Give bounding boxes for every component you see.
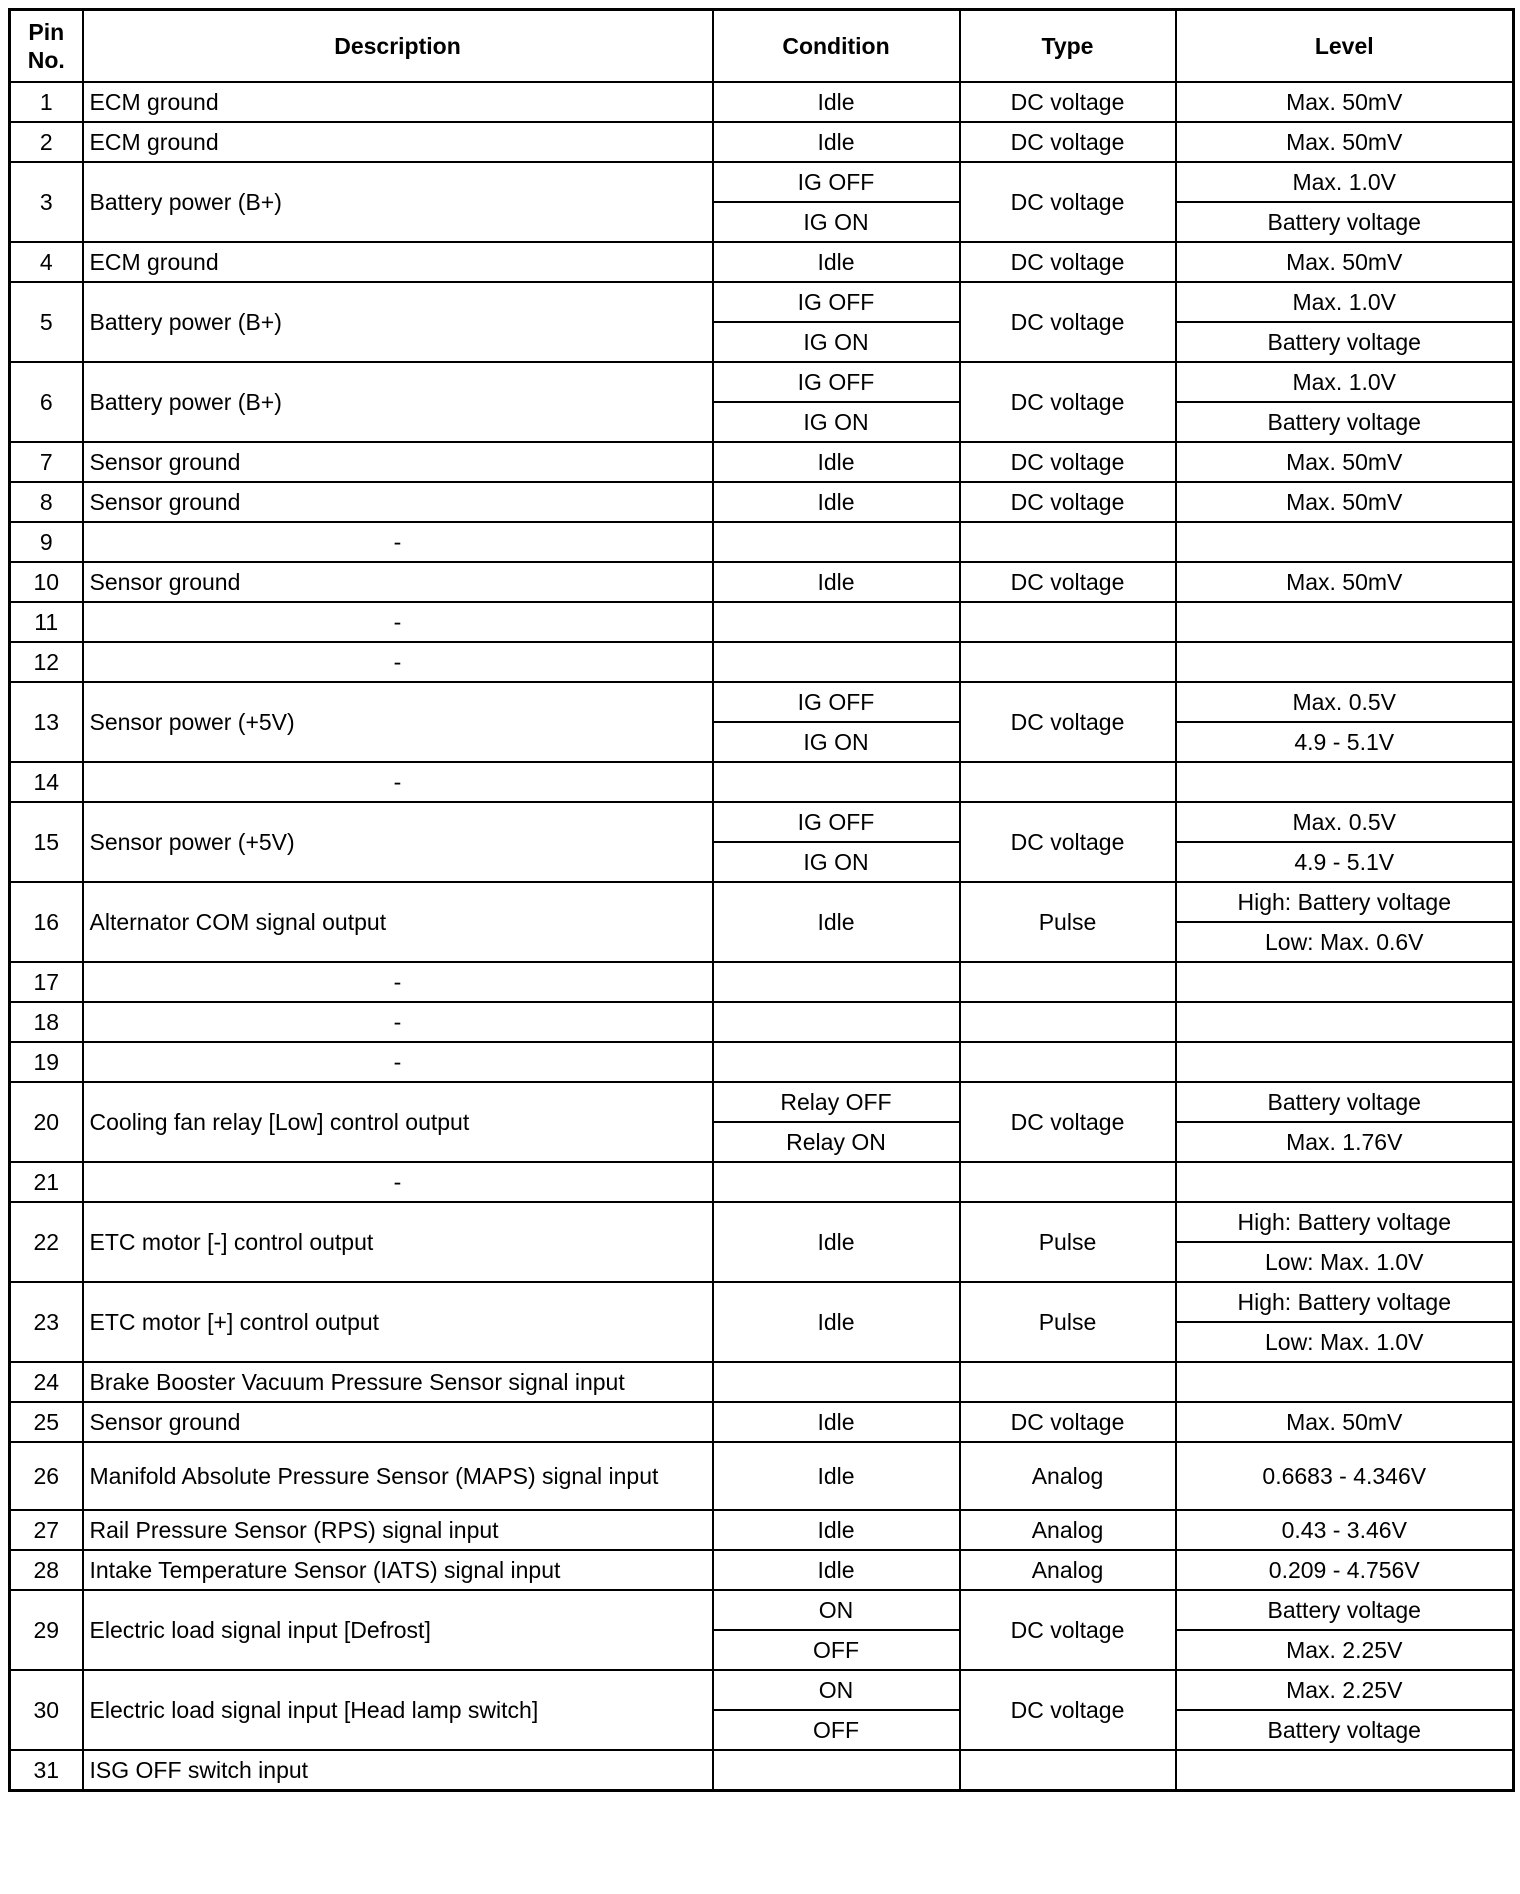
header-pin xyxy=(10,10,83,83)
level-cell: 0.209 - 4.756V xyxy=(1176,1550,1514,1590)
level-cell xyxy=(1176,1162,1514,1202)
level-cell xyxy=(1176,602,1514,642)
description-cell: ECM ground xyxy=(83,242,713,282)
type-cell xyxy=(960,1750,1176,1791)
level-cell xyxy=(1176,762,1514,802)
level-cell xyxy=(1176,962,1514,1002)
type-cell: DC voltage xyxy=(960,682,1176,762)
description-cell: Electric load signal input [Defrost] xyxy=(83,1590,713,1670)
level-cell: Max. 1.0V xyxy=(1176,282,1514,322)
condition-cell: Idle xyxy=(713,82,960,122)
level-cell: Battery voltage xyxy=(1176,202,1514,242)
level-cell xyxy=(1176,1002,1514,1042)
pin-cell: 12 xyxy=(10,642,83,682)
level-cell: Battery voltage xyxy=(1176,1590,1514,1630)
condition-cell: OFF xyxy=(713,1630,960,1670)
condition-cell: Idle xyxy=(713,242,960,282)
table-row xyxy=(10,882,1514,922)
description-cell: ETC motor [+] control output xyxy=(83,1282,713,1362)
table-body xyxy=(10,82,1514,1791)
condition-cell: Idle xyxy=(713,1282,960,1362)
level-cell: Max. 2.25V xyxy=(1176,1670,1514,1710)
description-cell: Electric load signal input [Head lamp switch] xyxy=(83,1670,713,1750)
condition-cell: Idle xyxy=(713,442,960,482)
table-row xyxy=(10,1750,1514,1791)
pin-cell: 19 xyxy=(10,1042,83,1082)
description-cell: ISG OFF switch input xyxy=(83,1750,713,1791)
header-condition: Condition xyxy=(713,10,960,83)
description-cell: - xyxy=(83,1042,713,1082)
pin-cell: 17 xyxy=(10,962,83,1002)
condition-cell xyxy=(713,762,960,802)
type-cell: Pulse xyxy=(960,1202,1176,1282)
pin-cell: 16 xyxy=(10,882,83,962)
type-cell: DC voltage xyxy=(960,802,1176,882)
level-cell: High: Battery voltage xyxy=(1176,882,1514,922)
type-cell: DC voltage xyxy=(960,162,1176,242)
condition-cell xyxy=(713,602,960,642)
table-row xyxy=(10,1202,1514,1242)
level-cell: Max. 50mV xyxy=(1176,122,1514,162)
pin-cell: 13 xyxy=(10,682,83,762)
pin-cell: 28 xyxy=(10,1550,83,1590)
table-row xyxy=(10,442,1514,482)
level-cell: Max. 50mV xyxy=(1176,82,1514,122)
pin-cell: 20 xyxy=(10,1082,83,1162)
pin-cell: 4 xyxy=(10,242,83,282)
condition-cell: IG ON xyxy=(713,722,960,762)
table-row xyxy=(10,162,1514,202)
level-cell: Max. 1.0V xyxy=(1176,162,1514,202)
table-row xyxy=(10,1162,1514,1202)
description-cell: - xyxy=(83,1162,713,1202)
pin-cell: 24 xyxy=(10,1362,83,1402)
pin-cell: 23 xyxy=(10,1282,83,1362)
table-row xyxy=(10,522,1514,562)
condition-cell xyxy=(713,642,960,682)
condition-cell xyxy=(713,962,960,1002)
type-cell xyxy=(960,962,1176,1002)
level-cell: 0.6683 - 4.346V xyxy=(1176,1442,1514,1510)
level-cell: Max. 0.5V xyxy=(1176,802,1514,842)
condition-cell: IG ON xyxy=(713,202,960,242)
condition-cell: ON xyxy=(713,1590,960,1630)
level-cell: Max. 2.25V xyxy=(1176,1630,1514,1670)
level-cell xyxy=(1176,642,1514,682)
table-row xyxy=(10,1550,1514,1590)
description-cell: Battery power (B+) xyxy=(83,362,713,442)
type-cell: DC voltage xyxy=(960,1082,1176,1162)
level-cell: Battery voltage xyxy=(1176,322,1514,362)
type-cell xyxy=(960,1042,1176,1082)
pin-cell: 22 xyxy=(10,1202,83,1282)
type-cell xyxy=(960,1002,1176,1042)
pin-cell: 31 xyxy=(10,1750,83,1791)
type-cell xyxy=(960,522,1176,562)
table-row xyxy=(10,242,1514,282)
table-row xyxy=(10,1402,1514,1442)
type-cell xyxy=(960,602,1176,642)
pin-cell: 7 xyxy=(10,442,83,482)
pin-cell: 2 xyxy=(10,122,83,162)
type-cell: DC voltage xyxy=(960,362,1176,442)
table-row xyxy=(10,362,1514,402)
pin-cell: 10 xyxy=(10,562,83,602)
pin-cell: 5 xyxy=(10,282,83,362)
pin-cell: 9 xyxy=(10,522,83,562)
condition-cell xyxy=(713,1042,960,1082)
type-cell: Pulse xyxy=(960,882,1176,962)
type-cell: DC voltage xyxy=(960,282,1176,362)
condition-cell: Idle xyxy=(713,562,960,602)
table-row xyxy=(10,1510,1514,1550)
level-cell: Low: Max. 1.0V xyxy=(1176,1322,1514,1362)
description-cell: Cooling fan relay [Low] control output xyxy=(83,1082,713,1162)
pin-cell: 3 xyxy=(10,162,83,242)
table-row xyxy=(10,962,1514,1002)
table-row xyxy=(10,1282,1514,1322)
type-cell: Pulse xyxy=(960,1282,1176,1362)
table-row xyxy=(10,282,1514,322)
table-row xyxy=(10,482,1514,522)
level-cell: Battery voltage xyxy=(1176,1710,1514,1750)
pin-cell: 30 xyxy=(10,1670,83,1750)
level-cell xyxy=(1176,1042,1514,1082)
pin-cell: 29 xyxy=(10,1590,83,1670)
level-cell: Max. 50mV xyxy=(1176,562,1514,602)
level-cell: Low: Max. 1.0V xyxy=(1176,1242,1514,1282)
description-cell: - xyxy=(83,1002,713,1042)
type-cell: DC voltage xyxy=(960,242,1176,282)
description-cell: - xyxy=(83,602,713,642)
condition-cell: Idle xyxy=(713,1202,960,1282)
type-cell: DC voltage xyxy=(960,442,1176,482)
condition-cell xyxy=(713,522,960,562)
level-cell: Battery voltage xyxy=(1176,1082,1514,1122)
description-cell: Alternator COM signal output xyxy=(83,882,713,962)
pin-cell: 15 xyxy=(10,802,83,882)
description-cell: Rail Pressure Sensor (RPS) signal input xyxy=(83,1510,713,1550)
table-row xyxy=(10,1670,1514,1710)
table-row xyxy=(10,762,1514,802)
level-cell: Low: Max. 0.6V xyxy=(1176,922,1514,962)
condition-cell xyxy=(713,1162,960,1202)
level-cell: Battery voltage xyxy=(1176,402,1514,442)
level-cell: High: Battery voltage xyxy=(1176,1202,1514,1242)
condition-cell xyxy=(713,1362,960,1402)
pin-cell: 6 xyxy=(10,362,83,442)
type-cell: DC voltage xyxy=(960,122,1176,162)
condition-cell: IG OFF xyxy=(713,162,960,202)
level-cell xyxy=(1176,522,1514,562)
level-cell: 4.9 - 5.1V xyxy=(1176,722,1514,762)
type-cell: DC voltage xyxy=(960,562,1176,602)
condition-cell: IG OFF xyxy=(713,682,960,722)
description-cell: - xyxy=(83,762,713,802)
level-cell: Max. 50mV xyxy=(1176,482,1514,522)
description-cell: ETC motor [-] control output xyxy=(83,1202,713,1282)
description-cell: Sensor ground xyxy=(83,482,713,522)
pin-cell: 8 xyxy=(10,482,83,522)
pin-cell: 27 xyxy=(10,1510,83,1550)
pin-cell: 25 xyxy=(10,1402,83,1442)
description-cell: - xyxy=(83,642,713,682)
condition-cell: IG ON xyxy=(713,402,960,442)
description-cell: Sensor ground xyxy=(83,1402,713,1442)
description-cell: - xyxy=(83,522,713,562)
level-cell: Max. 50mV xyxy=(1176,442,1514,482)
table-row xyxy=(10,682,1514,722)
description-cell: Sensor power (+5V) xyxy=(83,802,713,882)
type-cell: DC voltage xyxy=(960,1402,1176,1442)
condition-cell xyxy=(713,1002,960,1042)
condition-cell: Relay ON xyxy=(713,1122,960,1162)
table-row xyxy=(10,562,1514,602)
pin-cell: 21 xyxy=(10,1162,83,1202)
condition-cell: IG ON xyxy=(713,322,960,362)
description-cell: - xyxy=(83,962,713,1002)
pin-cell: 1 xyxy=(10,82,83,122)
pin-cell: 11 xyxy=(10,602,83,642)
type-cell: Analog xyxy=(960,1550,1176,1590)
table-row xyxy=(10,122,1514,162)
table-row xyxy=(10,1082,1514,1122)
pin-cell: 26 xyxy=(10,1442,83,1510)
header-pin-label: Pin No. xyxy=(27,19,65,73)
condition-cell: Idle xyxy=(713,122,960,162)
condition-cell xyxy=(713,1750,960,1791)
condition-cell: OFF xyxy=(713,1710,960,1750)
condition-cell: Idle xyxy=(713,1510,960,1550)
table-row xyxy=(10,802,1514,842)
table-row xyxy=(10,1002,1514,1042)
condition-cell: IG OFF xyxy=(713,362,960,402)
description-cell: Sensor power (+5V) xyxy=(83,682,713,762)
type-cell: DC voltage xyxy=(960,1590,1176,1670)
type-cell xyxy=(960,642,1176,682)
type-cell xyxy=(960,1162,1176,1202)
condition-cell: IG OFF xyxy=(713,802,960,842)
header-level: Level xyxy=(1176,10,1514,83)
table-row xyxy=(10,1442,1514,1510)
header-description: Description xyxy=(83,10,713,83)
level-cell: Max. 50mV xyxy=(1176,1402,1514,1442)
table-row xyxy=(10,602,1514,642)
condition-cell: Idle xyxy=(713,1550,960,1590)
type-cell: Analog xyxy=(960,1510,1176,1550)
condition-cell: IG OFF xyxy=(713,282,960,322)
level-cell: High: Battery voltage xyxy=(1176,1282,1514,1322)
table-row xyxy=(10,1042,1514,1082)
level-cell xyxy=(1176,1750,1514,1791)
description-cell: Sensor ground xyxy=(83,562,713,602)
description-cell: Battery power (B+) xyxy=(83,162,713,242)
table-row xyxy=(10,642,1514,682)
condition-cell: Idle xyxy=(713,482,960,522)
level-cell: Max. 0.5V xyxy=(1176,682,1514,722)
header-type: Type xyxy=(960,10,1176,83)
condition-cell: Relay OFF xyxy=(713,1082,960,1122)
table-row xyxy=(10,82,1514,122)
level-cell: 0.43 - 3.46V xyxy=(1176,1510,1514,1550)
description-cell: Manifold Absolute Pressure Sensor (MAPS) signal input xyxy=(83,1442,713,1510)
type-cell: DC voltage xyxy=(960,482,1176,522)
level-cell: Max. 1.76V xyxy=(1176,1122,1514,1162)
type-cell xyxy=(960,762,1176,802)
condition-cell: ON xyxy=(713,1670,960,1710)
pin-table xyxy=(8,8,1515,1792)
condition-cell: Idle xyxy=(713,882,960,962)
table-row xyxy=(10,1590,1514,1630)
level-cell: 4.9 - 5.1V xyxy=(1176,842,1514,882)
type-cell: DC voltage xyxy=(960,82,1176,122)
level-cell: Max. 50mV xyxy=(1176,242,1514,282)
description-cell: Intake Temperature Sensor (IATS) signal input xyxy=(83,1550,713,1590)
description-cell: ECM ground xyxy=(83,122,713,162)
pin-cell: 14 xyxy=(10,762,83,802)
type-cell: Analog xyxy=(960,1442,1176,1510)
description-cell: ECM ground xyxy=(83,82,713,122)
type-cell: DC voltage xyxy=(960,1670,1176,1750)
condition-cell: IG ON xyxy=(713,842,960,882)
table-row xyxy=(10,1362,1514,1402)
condition-cell: Idle xyxy=(713,1402,960,1442)
header-row xyxy=(10,10,1514,83)
description-cell: Sensor ground xyxy=(83,442,713,482)
pin-cell: 18 xyxy=(10,1002,83,1042)
description-cell: Brake Booster Vacuum Pressure Sensor signal input xyxy=(83,1362,713,1402)
type-cell xyxy=(960,1362,1176,1402)
level-cell xyxy=(1176,1362,1514,1402)
description-cell: Battery power (B+) xyxy=(83,282,713,362)
condition-cell: Idle xyxy=(713,1442,960,1510)
level-cell: Max. 1.0V xyxy=(1176,362,1514,402)
